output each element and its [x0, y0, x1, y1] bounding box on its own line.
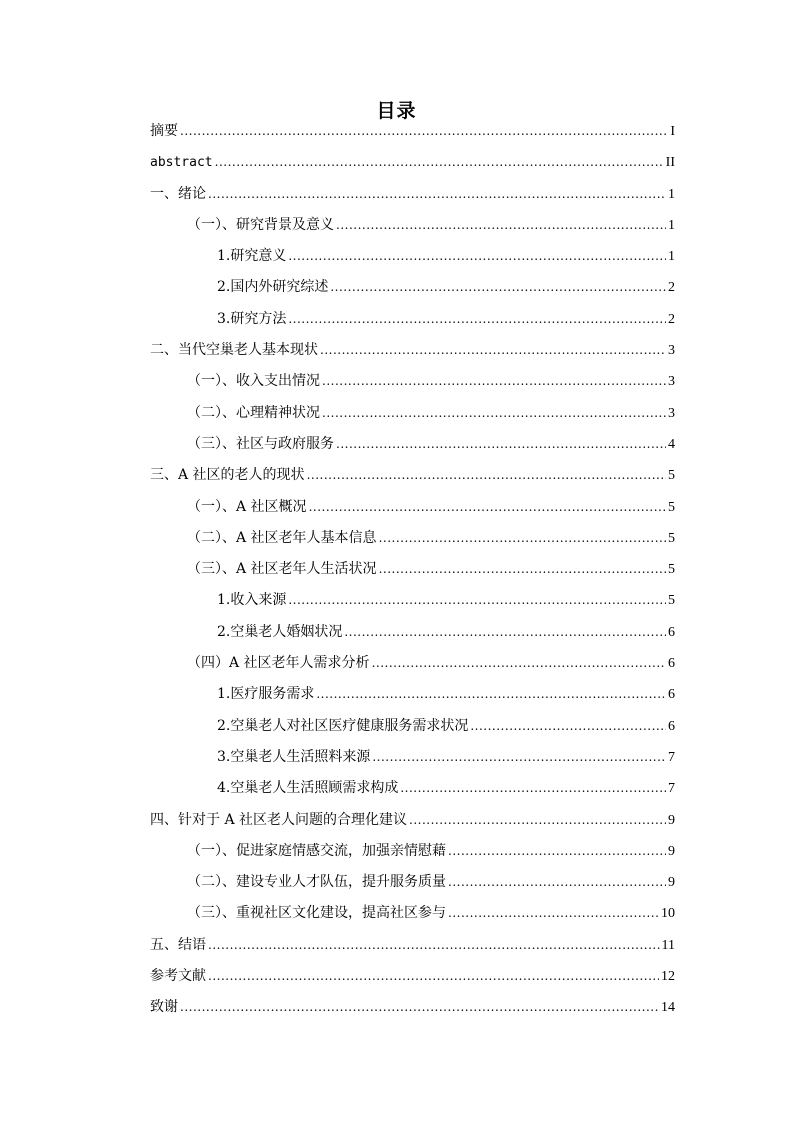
toc-entry-page: 5	[668, 593, 675, 609]
toc-entry-label: 2.空巢老人婚姻状况	[217, 623, 343, 640]
toc-dot-leader	[448, 898, 659, 929]
toc-entry-page: 6	[668, 624, 675, 640]
toc-entry-page: 3	[668, 343, 675, 359]
toc-entry-page: 7	[668, 781, 675, 797]
toc-dot-leader	[307, 460, 666, 491]
toc-dot-leader	[336, 210, 666, 241]
toc-entry-page: 3	[668, 405, 675, 421]
toc-entry-label: 4.空巢老人生活照顾需求构成	[217, 780, 399, 797]
toc-entry-page: 9	[668, 812, 675, 828]
toc-entry-section-2-1[interactable]	[150, 366, 675, 397]
toc-entry-chapter-1[interactable]	[150, 179, 675, 210]
toc-entry-label: 四、针对于 A 社区老人问题的合理化建议	[150, 811, 408, 828]
toc-dot-leader	[322, 366, 666, 397]
toc-entry-section-4-2[interactable]	[150, 867, 675, 898]
toc-dot-leader	[379, 523, 666, 554]
toc-dot-leader	[400, 773, 666, 804]
toc-entry-section-3-3[interactable]	[150, 554, 675, 585]
toc-entry-page: 9	[668, 875, 675, 891]
toc-entry-label: （三）、A 社区老年人生活状况	[187, 561, 377, 578]
toc-dot-leader	[322, 398, 666, 429]
toc-entry-section-4-1[interactable]	[150, 836, 675, 867]
toc-entry-page: 4	[668, 436, 675, 452]
toc-entry-page: 1	[668, 217, 675, 233]
toc-entry-label: 3.研究方法	[217, 310, 287, 327]
toc-entry-subsection-3-4-3[interactable]	[150, 742, 675, 773]
toc-entry-section-2-2[interactable]	[150, 398, 675, 429]
toc-entry-label: 1.研究意义	[217, 248, 287, 265]
toc-entry-label: 1.收入来源	[217, 592, 287, 609]
toc-entry-abstract-en[interactable]	[150, 147, 675, 178]
toc-entry-label: （一）、研究背景及意义	[187, 216, 334, 233]
toc-entry-subsection-3-3-1[interactable]	[150, 585, 675, 616]
toc-dot-leader	[409, 805, 666, 836]
toc-entry-label: 1.医疗服务需求	[217, 686, 315, 703]
toc-dot-leader	[336, 429, 666, 460]
toc-list	[150, 116, 675, 1024]
toc-dot-leader	[316, 679, 666, 710]
toc-dot-leader	[379, 554, 666, 585]
toc-entry-references[interactable]	[150, 961, 675, 992]
toc-entry-page: II	[665, 155, 675, 171]
toc-entry-page: I	[670, 124, 675, 139]
toc-entry-label: （二）、建设专业人才队伍，提升服务质量	[187, 874, 446, 891]
toc-entry-label: 3.空巢老人生活照料来源	[217, 748, 371, 765]
toc-entry-chapter-5[interactable]	[150, 930, 675, 961]
toc-dot-leader	[208, 930, 660, 961]
toc-entry-page: 5	[668, 562, 675, 578]
toc-entry-acknowledgements[interactable]	[150, 992, 675, 1023]
toc-dot-leader	[330, 272, 666, 303]
toc-entry-subsection-3-4-1[interactable]	[150, 679, 675, 710]
toc-entry-page: 1	[668, 249, 675, 265]
toc-entry-page: 2	[668, 311, 675, 327]
toc-entry-label: （二）、心理精神状况	[187, 404, 320, 421]
toc-entry-page: 6	[668, 687, 675, 703]
toc-dot-leader	[215, 147, 664, 178]
toc-dot-leader	[309, 492, 666, 523]
toc-entry-page: 2	[668, 280, 675, 296]
toc-entry-subsection-1-1-3[interactable]	[150, 304, 675, 335]
toc-entry-page: 6	[668, 718, 675, 734]
toc-entry-page: 1	[668, 186, 675, 202]
toc-entry-page: 9	[668, 843, 675, 859]
toc-entry-page: 5	[668, 468, 675, 484]
toc-dot-leader	[288, 304, 666, 335]
toc-dot-leader	[180, 992, 659, 1023]
toc-title: 目录	[376, 100, 417, 122]
toc-dot-leader	[372, 742, 666, 773]
toc-entry-label: （四）A 社区老年人需求分析	[187, 655, 370, 672]
toc-entry-label: （一）、A 社区概况	[187, 498, 307, 515]
toc-entry-subsection-1-1-1[interactable]	[150, 241, 675, 272]
toc-dot-leader	[448, 867, 666, 898]
toc-entry-label: （一）、促进家庭情感交流，加强亲情慰藉	[187, 842, 446, 859]
toc-entry-page: 14	[661, 1000, 675, 1016]
toc-dot-leader	[180, 116, 668, 147]
toc-entry-section-3-4[interactable]	[150, 648, 675, 679]
toc-entry-subsection-3-3-2[interactable]	[150, 617, 675, 648]
toc-entry-section-3-2[interactable]	[150, 523, 675, 554]
toc-entry-page: 5	[668, 499, 675, 515]
toc-entry-label: 摘要	[150, 123, 178, 139]
toc-dot-leader	[288, 585, 666, 616]
toc-dot-leader	[320, 335, 666, 366]
toc-dot-leader	[208, 179, 666, 210]
toc-entry-page: 6	[668, 656, 675, 672]
toc-entry-section-1-1[interactable]	[150, 210, 675, 241]
toc-entry-subsection-3-4-2[interactable]	[150, 711, 675, 742]
toc-entry-label: （二）、A 社区老年人基本信息	[187, 529, 377, 546]
toc-entry-section-3-1[interactable]	[150, 492, 675, 523]
toc-entry-label: 2.国内外研究综述	[217, 279, 329, 296]
toc-dot-leader	[372, 648, 666, 679]
toc-entry-page: 12	[661, 969, 675, 985]
toc-entry-chapter-2[interactable]	[150, 335, 675, 366]
toc-entry-label: （三）、重视社区文化建设，提高社区参与	[187, 905, 446, 922]
toc-entry-page: 7	[668, 749, 675, 765]
toc-entry-label: 参考文献	[150, 968, 206, 985]
toc-dot-leader	[470, 711, 666, 742]
toc-entry-label: 2.空巢老人对社区医疗健康服务需求状况	[217, 717, 469, 734]
toc-dot-leader	[344, 617, 666, 648]
toc-entry-page: 5	[668, 530, 675, 546]
toc-entry-page: 3	[668, 374, 675, 390]
toc-dot-leader	[288, 241, 666, 272]
toc-entry-label: 三、A 社区的老人的现状	[150, 467, 305, 484]
toc-entry-chapter-4[interactable]	[150, 805, 675, 836]
toc-dot-leader	[208, 961, 659, 992]
toc-dot-leader	[448, 836, 666, 867]
toc-entry-section-4-3[interactable]	[150, 898, 675, 929]
toc-entry-subsection-1-1-2[interactable]	[150, 272, 675, 303]
toc-entry-label: abstract	[150, 155, 213, 171]
toc-entry-abstract-cn[interactable]	[150, 116, 675, 147]
toc-entry-section-2-3[interactable]	[150, 429, 675, 460]
toc-entry-page: 10	[661, 906, 675, 922]
toc-entry-label: 一、绪论	[150, 185, 206, 202]
toc-entry-label: 二、当代空巢老人基本现状	[150, 342, 318, 359]
toc-entry-label: （一）、收入支出情况	[187, 373, 320, 390]
toc-entry-label: 五、结语	[150, 936, 206, 953]
toc-entry-page: 11	[661, 937, 675, 953]
toc-entry-label: （三）、社区与政府服务	[187, 435, 334, 452]
toc-entry-chapter-3[interactable]	[150, 460, 675, 491]
toc-entry-subsection-3-4-4[interactable]	[150, 773, 675, 804]
toc-entry-label: 致谢	[150, 999, 178, 1016]
